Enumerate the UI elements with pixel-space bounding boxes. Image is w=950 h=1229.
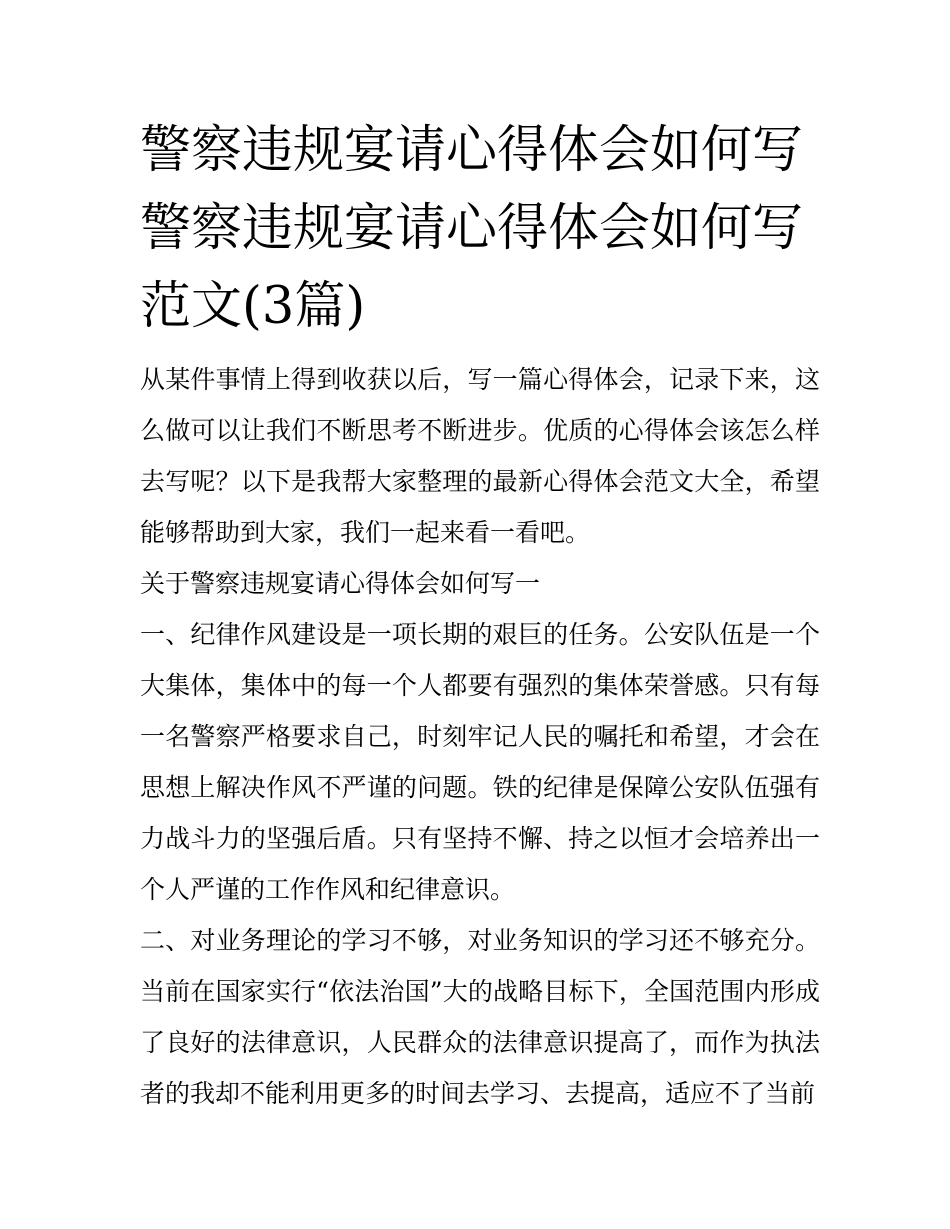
document-title: 警察违规宴请心得体会如何写 警察违规宴请心得体会如何写范文(3篇) (140, 121, 804, 336)
document-body (140, 354, 820, 1119)
intro-paragraph: 从某件事情上得到收获以后，写一篇心得体会，记录下来，这么做可以让我们不断思考不断进步。优质的心得体会该怎么样去写呢？以下是我帮大家整理的最新心得体会范文大全，希望能够帮助到大家，我们一起来看一看吧。 (140, 365, 820, 547)
body-paragraph: 一、纪律作风建设是一项长期的艰巨的任务。公安队伍是一个大集体，集体中的每一个人都要有强烈的集体荣誉感。只有每一名警察严格要求自己，时刻牢记人民的嘱托和希望，才会在思想上解决作风不严谨的问题。铁的纪律是保障公安队伍强有力战斗力的坚强后盾。只有坚持不懈、持之以恒才会培养出一个人严谨的工作作风和纪律意识。 (140, 620, 820, 904)
section-heading: 关于警察违规宴请心得体会如何写一 (140, 569, 541, 598)
body-paragraph: 二、对业务理论的学习不够，对业务知识的学习还不够充分。当前在国家实行“依法治国”大的战略目标下，全国范围内形成了良好的法律意识，人民群众的法律意识提高了，而作为执法者的我却不能利用更多的时间去学习、去提高，适应不了当前 (140, 926, 820, 1108)
